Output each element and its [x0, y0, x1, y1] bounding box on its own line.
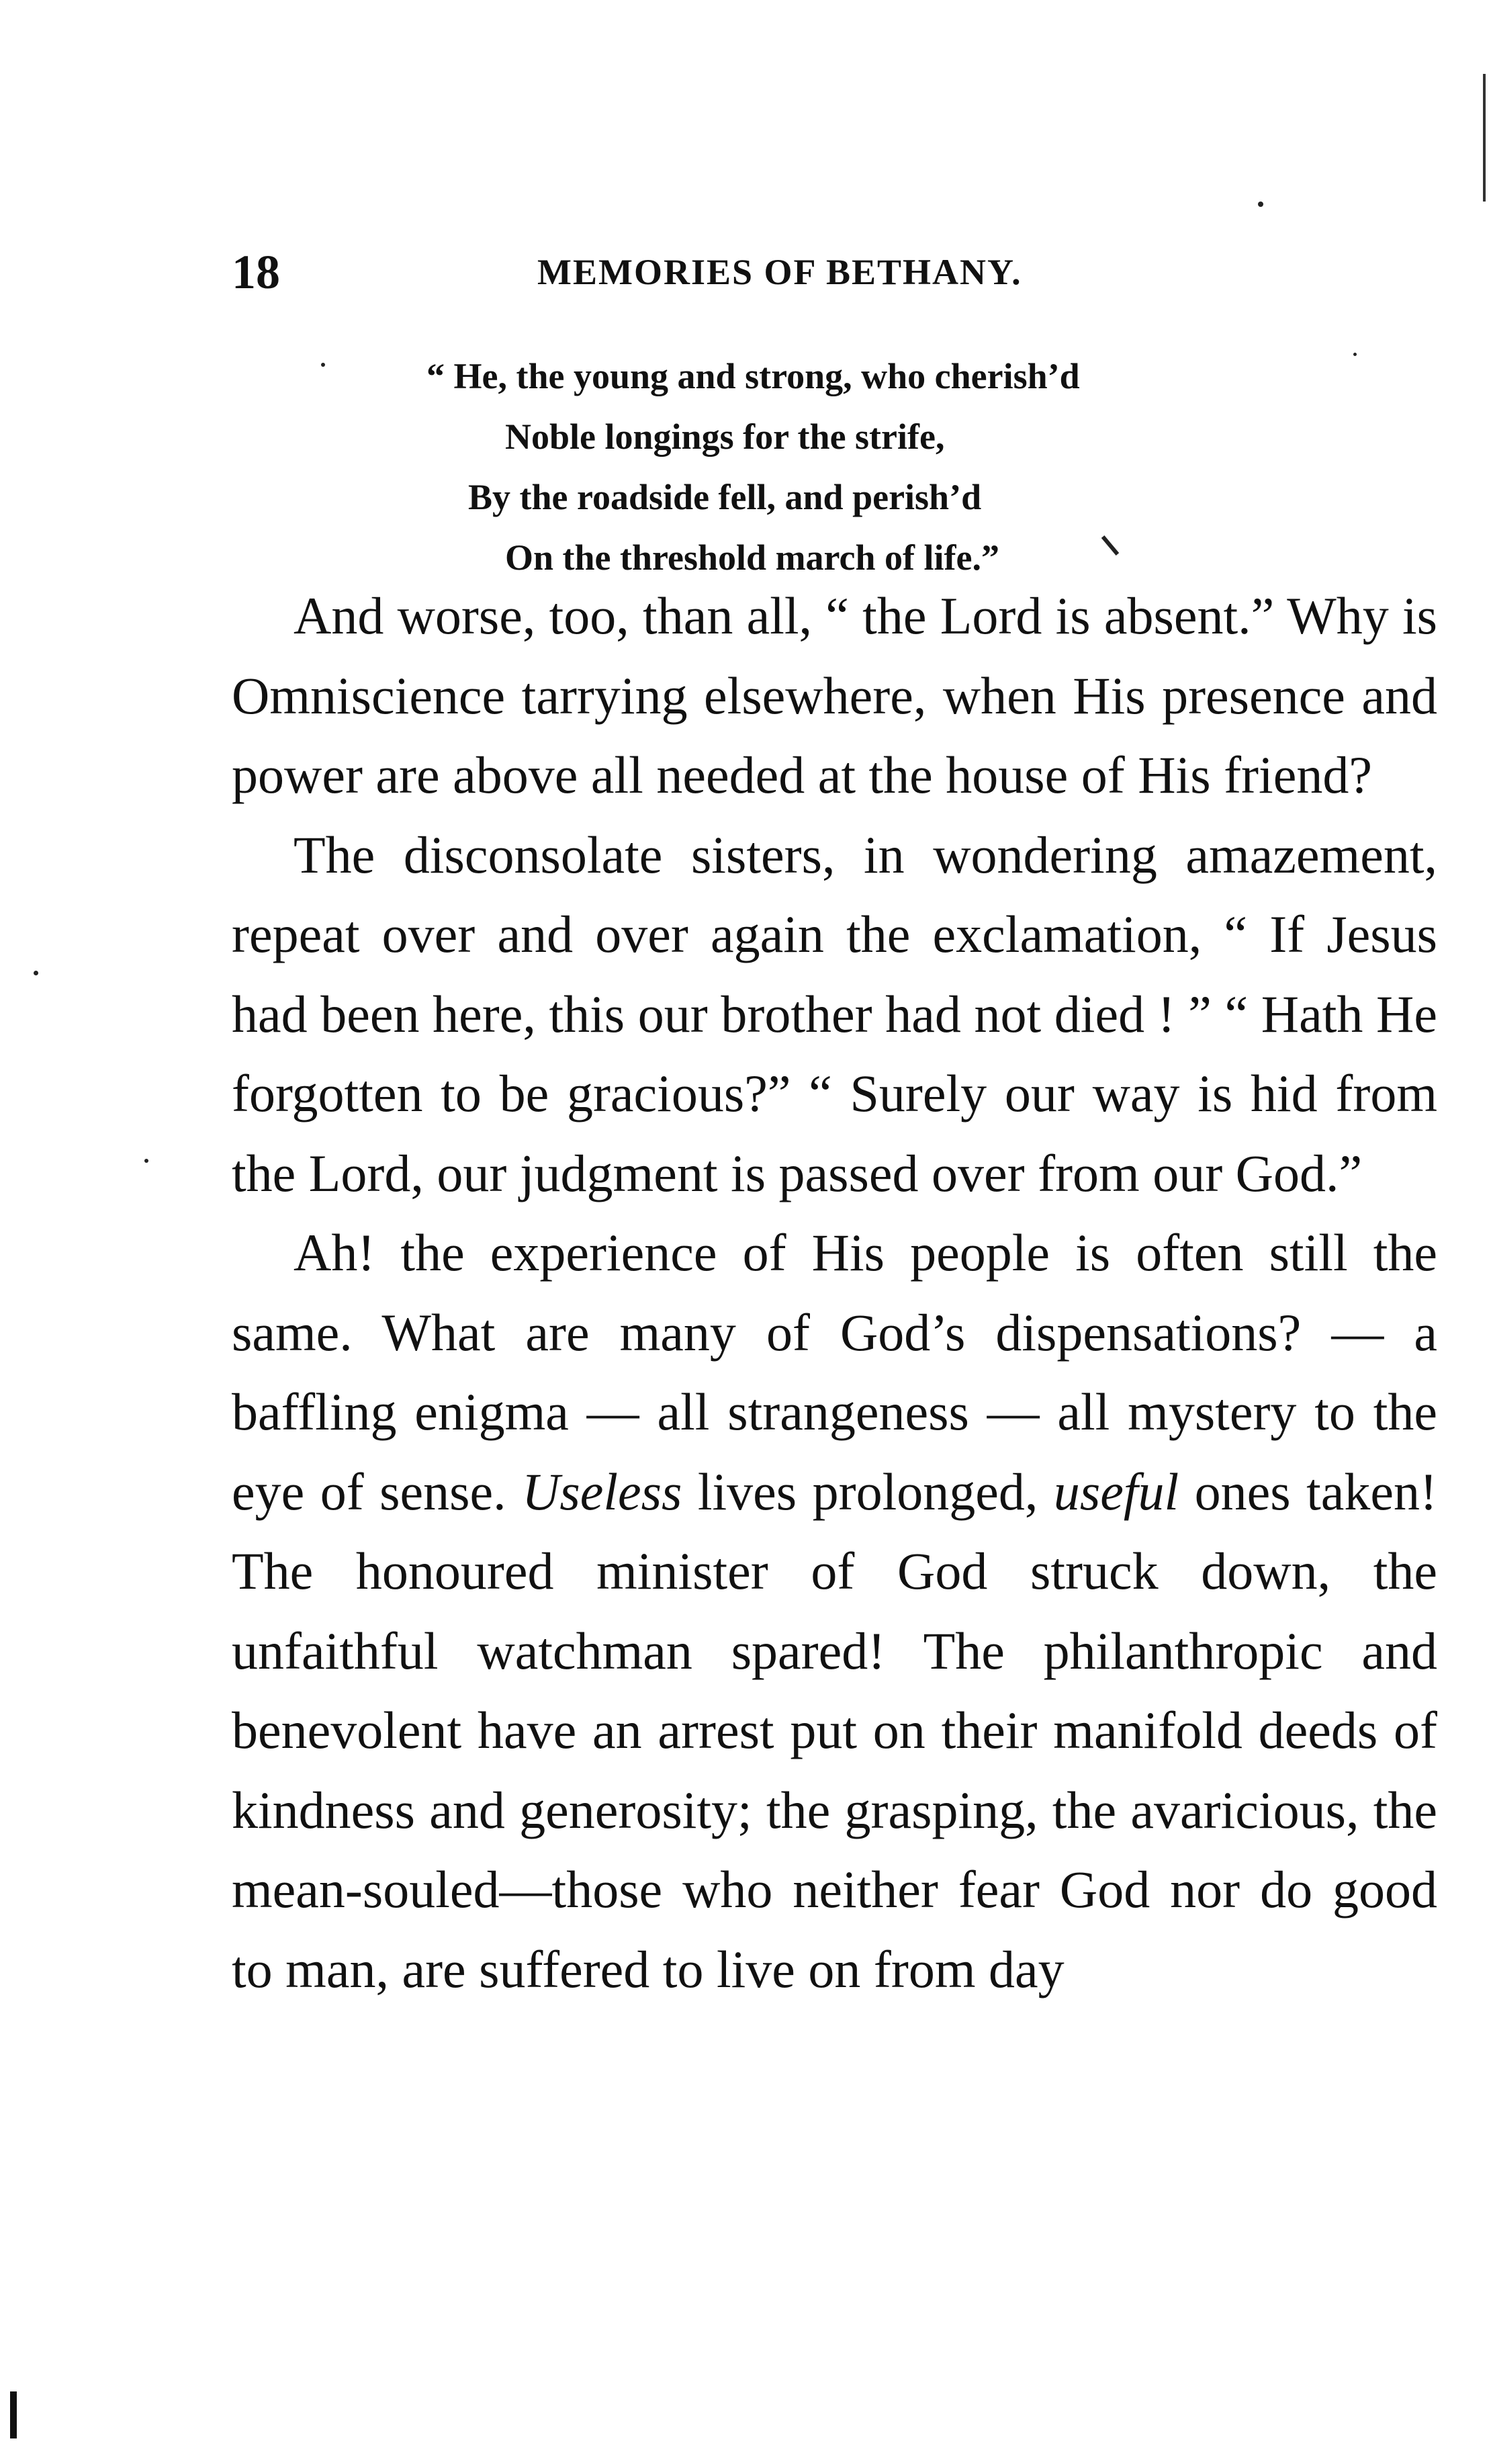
- scan-speck: [144, 1159, 148, 1163]
- page-number: 18: [232, 245, 280, 299]
- body-text: [232, 576, 1437, 2009]
- verse-line: On the threshold march of life.”: [505, 537, 999, 578]
- verse-line: “ He, the young and strong, who cherish’d: [426, 356, 1080, 396]
- text-run: ones taken! The honoured minister of God struck down, the unfaithful watchman spared! The philanthropic and benevolent have an arrest put on their manifold deeds of kindness and generosity; the grasping, the avaricious, the mean-souled—those who neither fear God nor do good to man, are suffered to live on from day: [232, 1462, 1437, 1998]
- scan-corner-mark: [10, 2391, 17, 2438]
- italic-word-useless: Useless: [522, 1462, 682, 1521]
- verse-line: Noble longings for the strife,: [505, 416, 945, 457]
- scan-tick-mark: [1101, 535, 1119, 556]
- italic-word-useful: useful: [1053, 1462, 1179, 1521]
- running-title: MEMORIES OF BETHANY.: [537, 252, 1022, 292]
- scan-speck: [1258, 202, 1263, 207]
- scan-speck: [34, 971, 38, 975]
- text-run: Ah! the experience of His people is often still the same. What are many of God’s dispensations? — a baffling enigma — all strangeness — all mystery to the eye of sense.: [232, 1223, 1437, 1521]
- verse-line: By the roadside fell, and perish’d: [468, 477, 982, 517]
- paragraph: [232, 1213, 1437, 2009]
- text-run: lives prolonged,: [682, 1462, 1054, 1521]
- scan-speck: [1353, 353, 1357, 356]
- paragraph: The disconsolate sisters, in wondering amazement, repeat over and over again the exclamation, “ If Jesus had been here, this our brother had not died ! ” “ Hath He forgotten to be gracious?” “ Surely our way is hid from the Lord, our judgment is passed over from our God.”: [232, 825, 1437, 1202]
- paragraph: And worse, too, than all, “ the Lord is absent.” Why is Omniscience tarrying elsewhere, when His presence and power are above all needed at the house of His friend?: [232, 586, 1437, 804]
- scan-edge-line: [1483, 74, 1486, 202]
- scan-speck: [321, 363, 325, 367]
- page-header: [232, 242, 1434, 302]
